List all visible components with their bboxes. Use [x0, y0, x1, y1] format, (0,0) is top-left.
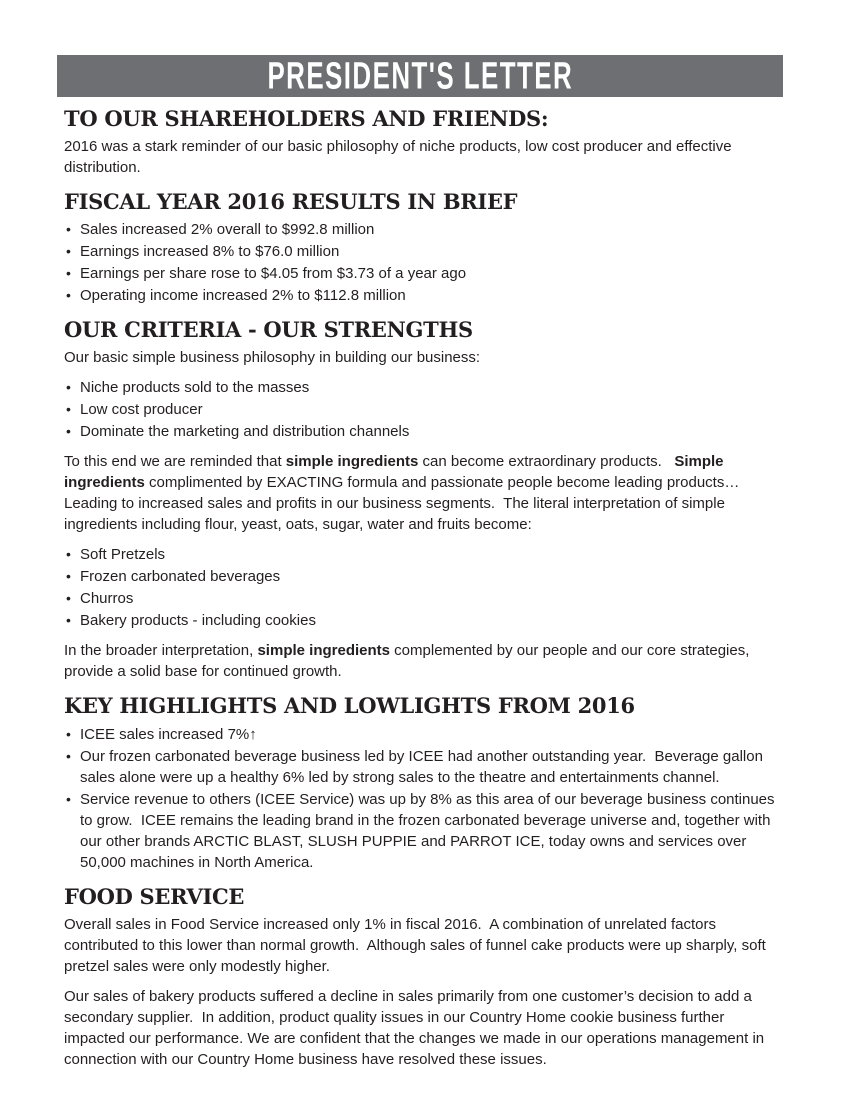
text-run: Dominate the marketing and distribution channels — [80, 423, 410, 441]
section-heading-food-service: FOOD SERVICE — [64, 883, 245, 909]
text-run: 2016 was a stark reminder of our basic philosophy of niche products, low cost producer and effective distribution. — [64, 138, 736, 177]
text-run: To this end we are reminded that — [64, 453, 286, 471]
section-heading-fiscal-year-results: FISCAL YEAR 2016 RESULTS IN BRIEF — [64, 189, 518, 215]
text-run: Our basic simple business philosophy in building our business: — [64, 349, 481, 367]
bullet-list — [64, 724, 788, 873]
bullet-item — [64, 610, 788, 631]
paragraph — [64, 347, 788, 368]
text-run: Churros — [80, 590, 134, 608]
bullet-item — [64, 544, 788, 565]
text-run: Our frozen carbonated beverage business led by ICEE had another outstanding year. Beverage gallon sales alone were up a healthy 6% led by strong sales to the theatre and entertainments channel. — [80, 747, 768, 786]
section-criteria-strengths — [64, 318, 788, 682]
section-heading-shareholders-intro: TO OUR SHAREHOLDERS AND FRIENDS: — [64, 106, 549, 131]
text-run: Frozen carbonated beverages — [80, 568, 281, 586]
section-food-service — [64, 885, 788, 1070]
bullet-item — [64, 421, 788, 442]
paragraph — [64, 914, 788, 977]
section-fiscal-year-results — [64, 190, 788, 306]
bullet-item — [64, 789, 788, 873]
bullet-item — [64, 588, 788, 609]
text-run: Soft Pretzels — [80, 546, 166, 564]
bullet-list — [64, 219, 788, 306]
text-run: ICEE sales increased 7%↑ — [80, 725, 257, 743]
bullet-item — [64, 241, 788, 262]
text-run: In the broader interpretation, — [64, 642, 258, 660]
page-title: PRESIDENT'S LETTER — [267, 53, 573, 97]
text-run: Niche products sold to the masses — [80, 379, 310, 397]
text-run: simple ingredients — [257, 642, 391, 660]
text-run: Simple ingredients — [64, 453, 728, 492]
section-heading-key-highlights: KEY HIGHLIGHTS AND LOWLIGHTS FROM 2016 — [64, 693, 635, 719]
text-run: Earnings per share rose to $4.05 from $3.73 of a year ago — [80, 265, 467, 283]
bullet-item — [64, 724, 788, 745]
bullet-list — [64, 544, 788, 631]
bullet-item — [64, 746, 788, 788]
bullet-list — [64, 377, 788, 442]
bullet-item — [64, 399, 788, 420]
bullet-item — [64, 566, 788, 587]
bullet-item — [64, 285, 788, 306]
paragraph — [64, 640, 788, 682]
text-run: Operating income increased 2% to $112.8 million — [80, 287, 406, 305]
text-run: Service revenue to others (ICEE Service) was up by 8% as this area of our beverage business continues to grow. ICEE remains the leading brand in the frozen carbonated beverage universe and, together with our other brands ARCTIC BLAST, SLUSH PUPPIE and PARROT ICE, today owns and services over 50,000 machines in North America. — [80, 790, 779, 871]
section-key-highlights — [64, 694, 788, 872]
paragraph — [64, 986, 788, 1070]
section-heading-criteria-strengths: OUR CRITERIA - OUR STRENGTHS — [64, 317, 473, 343]
paragraph — [64, 451, 788, 535]
text-run: Our sales of bakery products suffered a decline in sales primarily from one customer’s decision to add a secondary supplier. In addition, product quality issues in our Country Home cookie business further impacted our performance. We are confident that the changes we made in our operations management in connection with our Country Home business have resolved these issues. — [64, 987, 769, 1068]
text-run: Overall sales in Food Service increased only 1% in fiscal 2016. A combination of unrelated factors contributed to this lower than normal growth. Although sales of funnel cake products were up sharply, soft pretzel sales were only modestly higher. — [64, 915, 770, 975]
paragraph — [64, 136, 788, 178]
text-run: Earnings increased 8% to $76.0 million — [80, 243, 340, 261]
text-run: complimented by EXACTING formula and passionate people become leading products…Leading to increased sales and profits in our business segments. The literal interpretation of simple ingredients including flour, yeast, oats, sugar, water and fruits become: — [64, 474, 740, 534]
title-banner — [57, 55, 783, 97]
text-run: Low cost producer — [80, 401, 203, 419]
text-run: Bakery products - including cookies — [80, 612, 316, 630]
bullet-item — [64, 263, 788, 284]
text-run: complemented by our people and our core strategies, provide a solid base for continued growth. — [64, 642, 754, 681]
letter-body — [64, 107, 788, 1079]
text-run: simple ingredients — [285, 453, 419, 471]
text-run: Sales increased 2% overall to $992.8 million — [80, 221, 375, 239]
section-shareholders-intro — [64, 107, 788, 178]
text-run: can become extraordinary products. — [418, 453, 675, 471]
bullet-item — [64, 219, 788, 240]
bullet-item — [64, 377, 788, 398]
